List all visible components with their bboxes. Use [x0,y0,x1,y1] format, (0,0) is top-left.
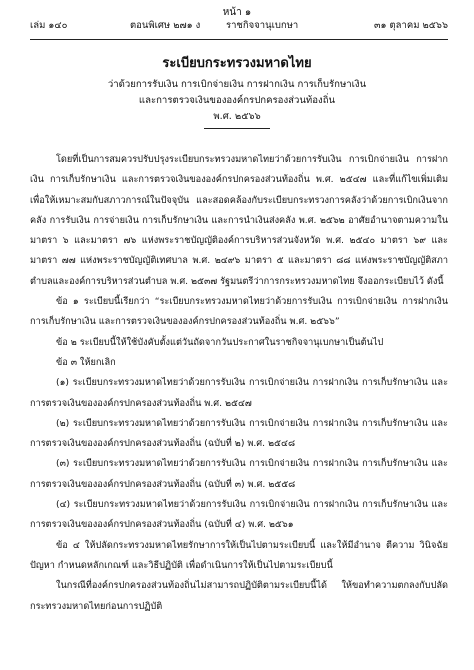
clause-4-paragraph-2: ในกรณีที่องค์กรปกครองส่วนท้องถิ่นไม่สามารถปฏิบัติตามระเบียบนี้ได้ ให้ขอทำความตกลงกับปลัดกระทรวงมหาดไทยก่อนการปฏิบัติ [30,580,448,612]
gazette-header [30,20,448,36]
gazette-name: ราชกิจจานุเบกษา [226,20,299,31]
clause-3-item-1: (๑) ระเบียบกระทรวงมหาดไทยว่าด้วยการรับเงิน การเบิกจ่ายเงิน การฝากเงิน การเก็บรักษาเงิน และการตรวจเงินขององค์กรปกครองส่วนท้องถิ่น พ.ศ. ๒๕๔๗ [30,377,448,409]
regulation-year: พ.ศ. ๒๕๖๖ [213,111,261,122]
volume-number: เล่ม ๑๔๐ [30,20,68,31]
clause-2: ข้อ ๒ ระเบียบนี้ให้ใช้บังคับตั้งแต่วันถัดจากวันประกาศในราชกิจจานุเบกษาเป็นต้นไป [56,336,384,348]
clause-3-item-3: (๓) ระเบียบกระทรวงมหาดไทยว่าด้วยการรับเงิน การเบิกจ่ายเงิน การฝากเงิน การเก็บรักษาเงิน และการตรวจเงินขององค์กรปกครองส่วนท้องถิ่น (ฉบับที่ ๓) พ.ศ. ๒๕๕๘ [30,458,448,490]
special-part-number: ตอนพิเศษ ๒๗๑ ง [130,20,201,31]
clause-3-item-2: (๒) ระเบียบกระทรวงมหาดไทยว่าด้วยการรับเงิน การเบิกจ่ายเงิน การฝากเงิน การเก็บรักษาเงิน และการตรวจเงินขององค์กรปกครองส่วนท้องถิ่น (ฉบับที่ ๒) พ.ศ. ๒๕๔๘ [30,417,448,450]
regulation-title: ระเบียบกระทรวงมหาดไทย [162,56,312,71]
regulation-subtitle-line-1: ว่าด้วยการรับเงิน การเบิกจ่ายเงิน การฝากเงิน การเก็บรักษาเงิน [107,79,367,90]
clause-4: ข้อ ๔ ให้ปลัดกระทรวงมหาดไทยรักษาการให้เป็นไปตามระเบียบนี้ และให้มีอำนาจ ตีความ วินิจฉัยปัญหา กำหนดหลักเกณฑ์ และวิธีปฏิบัติ เพื่อดำเนินการให้เป็นไปตามระเบียบนี้ [30,539,448,571]
publication-date: ๓๑ ตุลาคม ๒๕๖๖ [373,20,448,31]
clause-3: ข้อ ๓ ให้ยกเลิก [56,356,116,368]
regulation-subtitle-line-2: และการตรวจเงินขององค์กรปกครองส่วนท้องถิ่น [138,95,336,106]
clause-1: ข้อ ๑ ระเบียบนี้เรียกว่า “ระเบียบกระทรวงมหาดไทยว่าด้วยการรับเงิน การเบิกจ่ายเงิน การฝากเงิน การเก็บรักษาเงิน และการตรวจเงินขององค์กรปกครองส่วนท้องถิ่น พ.ศ. ๒๕๖๖” [30,296,448,328]
regulation-body [30,150,448,617]
page-number: หน้า ๑ [222,7,252,18]
preamble-paragraph: โดยที่เป็นการสมควรปรับปรุงระเบียบกระทรวงมหาดไทยว่าด้วยการรับเงิน การเบิกจ่ายเงิน การฝากเงิน การเก็บรักษาเงิน และการตรวจเงินขององค์กรปกครองส่วนท้องถิ่น พ.ศ. ๒๕๔๗ และที่แก้ไขเพิ่มเติม เพื่อให้เหมาะสมกับสภาวการณ์ในปัจจุบัน และสอดคล้องกับระเบียบกระทรวงการคลังว่าด้วยการเบิกเงินจากคลัง การรับเงิน การจ่ายเงิน การเก็บรักษาเงิน และการนำเงินส่งคลัง พ.ศ. ๒๕๖๒ อาศัยอำนาจตามความในมาตรา ๖ และมาตรา ๗๖ แห่งพระราชบัญญัติองค์การบริหารส่วนจังหวัด พ.ศ. ๒๕๔๐ มาตรา ๖๙ และมาตรา ๗๗ แห่งพระราชบัญญัติเทศบาล พ.ศ. ๒๔๙๖ มาตรา ๕ และมาตรา ๘๘ แห่งพระราชบัญญัติสภาตำบลและองค์การบริหารส่วนตำบล พ.ศ. ๒๕๓๗ รัฐมนตรีว่าการกระทรวงมหาดไทย จึงออกระเบียบไว้ ดังนี้ [30,154,448,287]
title-divider [204,128,270,129]
header-divider [30,39,448,40]
clause-3-item-4: (๔) ระเบียบกระทรวงมหาดไทยว่าด้วยการรับเงิน การเบิกจ่ายเงิน การฝากเงิน การเก็บรักษาเงิน และการตรวจเงินขององค์กรปกครองส่วนท้องถิ่น (ฉบับที่ ๔) พ.ศ. ๒๕๖๑ [30,499,448,531]
